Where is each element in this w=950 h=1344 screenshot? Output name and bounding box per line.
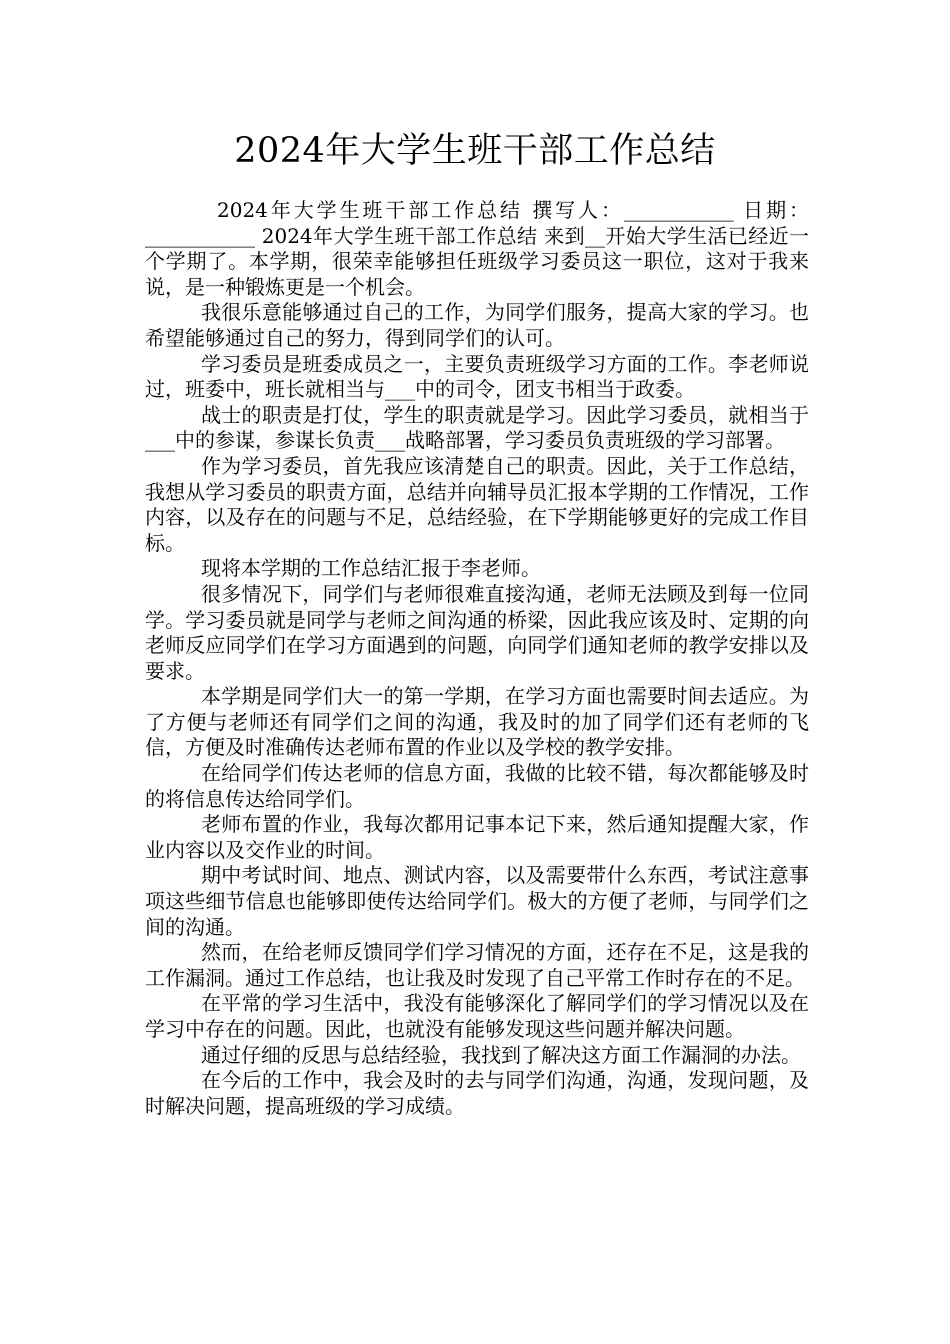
paragraph: 学习委员是班委成员之一，主要负责班级学习方面的工作。李老师说过，班委中，班长就相当与___中的司令，团支书相当于政委。 (145, 351, 809, 402)
paragraph: 老师布置的作业，我每次都用记事本记下来，然后通知提醒大家，作业内容以及交作业的时间。 (145, 812, 809, 862)
paragraph: 作为学习委员，首先我应该清楚自己的职责。因此，关于工作总结，我想从学习委员的职责方面，总结并向辅导员汇报本学期的工作情况，工作内容，以及存在的问题与不足，总结经验，在下学期能够更好的完成工作目标。 (145, 453, 809, 555)
document-title: 2024年大学生班干部工作总结 (234, 131, 716, 171)
paragraph: 现将本学期的工作总结汇报于李老师。 (201, 556, 541, 581)
paragraph: 战士的职责是打仗，学生的职责就是学习。因此学习委员，就相当于___中的参谋，参谋长负责___战略部署，学习委员负责班级的学习部署。 (145, 402, 809, 453)
paragraph: 很多情况下，同学们与老师很难直接沟通，老师无法顾及到每一位同学。学习委员就是同学与老师之间沟通的桥梁，因此我应该及时、定期的向老师反应同学们在学习方面遇到的问题，向同学们通知老师的教学安排以及要求。 (145, 581, 809, 683)
paragraph: 通过仔细的反思与总结经验，我找到了解决这方面工作漏洞的办法。 (201, 1042, 801, 1067)
paragraph: 在平常的学习生活中，我没有能够深化了解同学们的学习情况以及在学习中存在的问题。因此，也就没有能够发现这些问题并解决问题。 (145, 991, 809, 1041)
paragraph: 在今后的工作中，我会及时的去与同学们沟通，沟通，发现问题，及时解决问题，提高班级的学习成绩。 (145, 1068, 809, 1118)
paragraph: 然而，在给老师反馈同学们学习情况的方面，还存在不足，这是我的工作漏洞。通过工作总结，也让我及时发现了自己平常工作时存在的不足。 (145, 940, 809, 990)
paragraph: 本学期是同学们大一的第一学期，在学习方面也需要时间去适应。为了方便与老师还有同学们之间的沟通，我及时的加了同学们还有老师的飞信，方便及时准确传达老师布置的作业以及学校的教学安排。 (145, 684, 809, 760)
paragraph: 在给同学们传达老师的信息方面，我做的比较不错，每次都能够及时的将信息传达给同学们。 (145, 761, 809, 811)
paragraph: 期中考试时间、地点、测试内容，以及需要带什么东西，考试注意事项这些细节信息也能够即使传达给同学们。极大的方便了老师，与同学们之间的沟通。 (145, 863, 809, 939)
paragraph-intro: 2024年大学生班干部工作总结 撰写人：___________ 日期：___________ 2024年大学生班干部工作总结 来到__开始大学生活已经近一个学期了。本学期，很荣幸能够担任班级学习委员这一职位，这对于我来说，是一种锻炼更是一个机会。 (145, 198, 809, 299)
paragraph: 我很乐意能够通过自己的工作，为同学们服务，提高大家的学习。也希望能够通过自己的努力，得到同学们的认可。 (145, 300, 809, 350)
document-body (145, 198, 809, 1119)
